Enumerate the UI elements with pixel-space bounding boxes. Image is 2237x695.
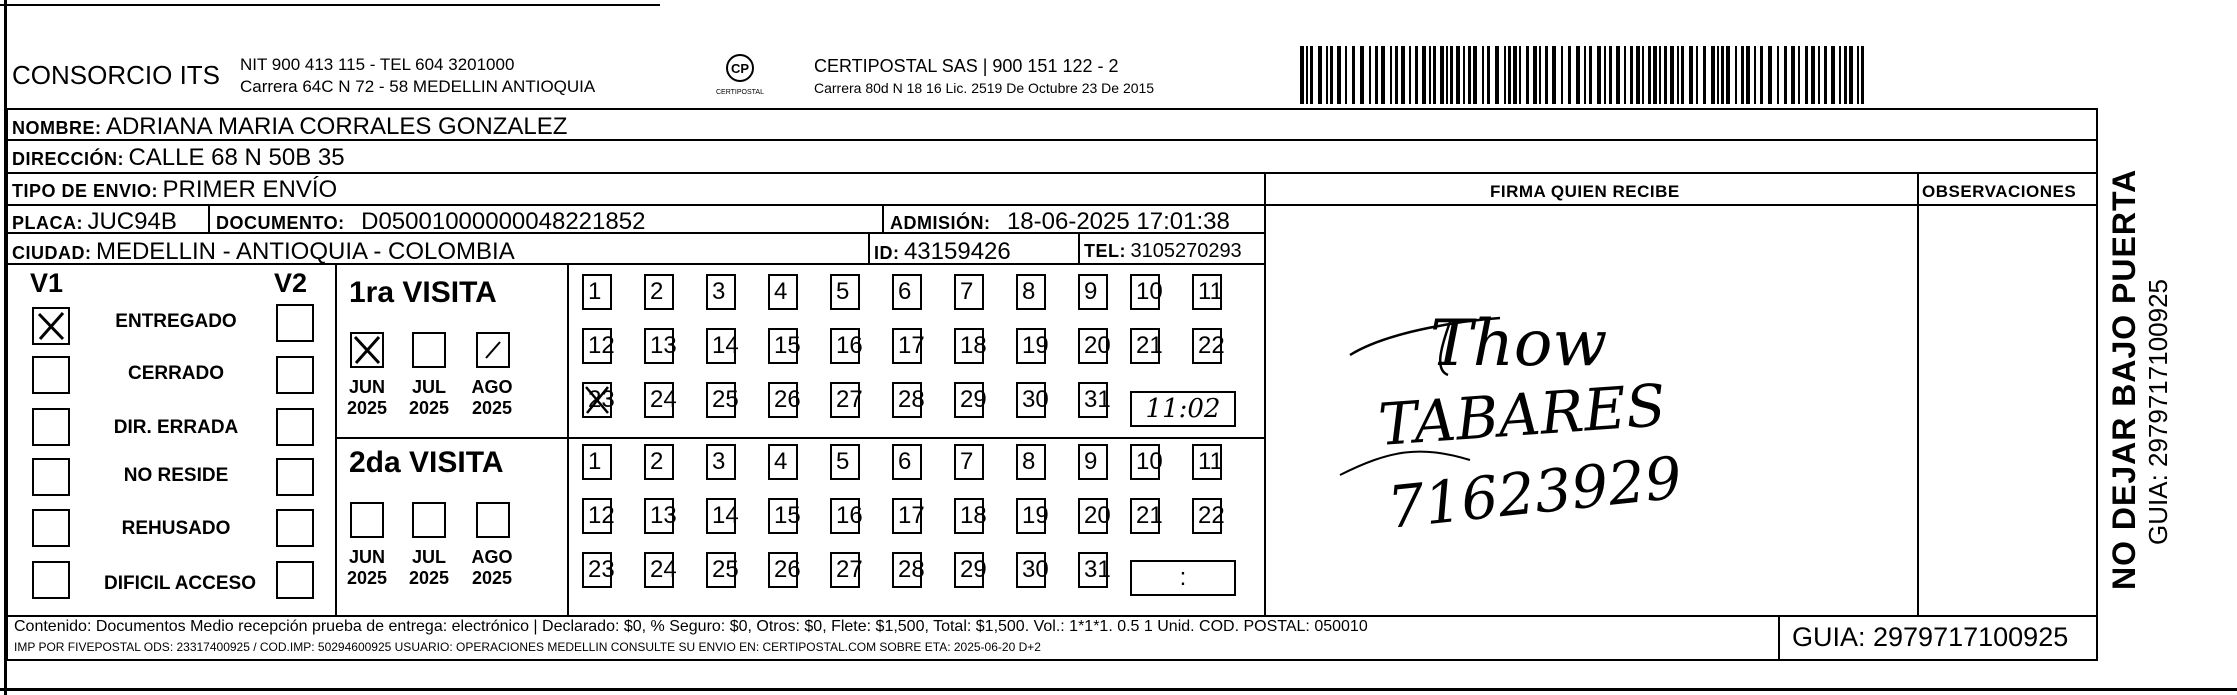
second-visit-day-4[interactable]: 4 [768, 444, 798, 480]
month-label: AGO 2025 [471, 377, 513, 418]
company-nit: NIT 900 413 115 - TEL 604 3201000 [240, 55, 515, 74]
second-visit-day-28[interactable]: 28 [892, 552, 922, 588]
signature-line-2: TABARES [1376, 371, 1668, 459]
first-visit-day-20[interactable]: 20 [1078, 328, 1108, 364]
admision-value: 18-06-2025 17:01:38 [1006, 208, 1230, 235]
first-visit-jul-checkbox[interactable] [412, 332, 446, 368]
first-visit-day-8[interactable]: 8 [1016, 274, 1046, 310]
second-visit-day-25[interactable]: 25 [706, 552, 736, 588]
v1-dificil-acceso-checkbox[interactable] [32, 561, 70, 599]
tipo-label: TIPO DE ENVIO: [12, 181, 159, 201]
v1-dir-errada-checkbox[interactable] [32, 408, 70, 446]
v1-rehusado-checkbox[interactable] [32, 509, 70, 547]
second-visit-day-23[interactable]: 23 [582, 552, 612, 588]
id-value: 43159426 [903, 238, 1011, 265]
placa-label: PLACA: [12, 213, 83, 233]
second-visit-day-13[interactable]: 13 [644, 498, 674, 534]
second-visit-jun-checkbox[interactable] [350, 502, 384, 538]
first-visit-day-23[interactable]: 23 [582, 382, 612, 418]
v2-label: V2 [274, 268, 308, 298]
ciudad-value: MEDELLIN - ANTIOQUIA - COLOMBIA [95, 238, 515, 265]
certipostal-logo [712, 52, 768, 98]
second-visit-day-31[interactable]: 31 [1078, 552, 1108, 588]
second-visit-day-16[interactable]: 16 [830, 498, 860, 534]
footer-guia: GUIA: 2979717100925 [1792, 622, 2069, 652]
v2-dir-errada-checkbox[interactable] [276, 408, 314, 446]
second-visit-time[interactable]: : [1130, 560, 1236, 596]
first-visit-label: 1ra VISITA [349, 276, 497, 309]
first-visit-day-29[interactable]: 29 [954, 382, 984, 418]
first-visit-day-11[interactable]: 11 [1192, 274, 1222, 310]
v2-cerrado-checkbox[interactable] [276, 356, 314, 394]
second-visit-day-18[interactable]: 18 [954, 498, 984, 534]
second-visit-day-17[interactable]: 17 [892, 498, 922, 534]
second-visit-day-20[interactable]: 20 [1078, 498, 1108, 534]
second-visit-day-29[interactable]: 29 [954, 552, 984, 588]
second-visit-day-22[interactable]: 22 [1192, 498, 1222, 534]
v2-rehusado-checkbox[interactable] [276, 509, 314, 547]
first-visit-day-22[interactable]: 22 [1192, 328, 1222, 364]
status-option: DIFICIL ACCESO [103, 573, 256, 594]
first-visit-ago-checkbox[interactable] [476, 332, 510, 368]
second-visit-day-24[interactable]: 24 [644, 552, 674, 588]
status-option: ENTREGADO [115, 311, 237, 332]
first-visit-day-19[interactable]: 19 [1016, 328, 1046, 364]
observaciones-label: OBSERVACIONES [1922, 182, 2077, 201]
second-visit-day-21[interactable]: 21 [1130, 498, 1160, 534]
second-visit-day-8[interactable]: 8 [1016, 444, 1046, 480]
first-visit-day-15[interactable]: 15 [768, 328, 798, 364]
second-visit-day-9[interactable]: 9 [1078, 444, 1108, 480]
admision-label: ADMISIÓN: [890, 213, 991, 233]
first-visit-day-28[interactable]: 28 [892, 382, 922, 418]
side-warning: NO DEJAR BAJO PUERTA [2106, 168, 2142, 590]
first-visit-day-3[interactable]: 3 [706, 274, 736, 310]
second-visit-day-15[interactable]: 15 [768, 498, 798, 534]
courier-address: Carrera 80d N 18 16 Lic. 2519 De Octubre 23 De 2015 [814, 80, 1155, 96]
month-label: AGO 2025 [471, 547, 513, 588]
tipo-value: PRIMER ENVÍO [162, 176, 338, 203]
v1-label: V1 [30, 268, 64, 298]
first-visit-day-31[interactable]: 31 [1078, 382, 1108, 418]
first-visit-day-2[interactable]: 2 [644, 274, 674, 310]
first-visit-day-12[interactable]: 12 [582, 328, 612, 364]
top-rule [0, 4, 660, 6]
v1-entregado-checkbox[interactable] [32, 307, 70, 345]
second-visit-day-5[interactable]: 5 [830, 444, 860, 480]
courier-name: CERTIPOSTAL SAS | 900 151 122 - 2 [814, 56, 1119, 76]
first-visit-day-30[interactable]: 30 [1016, 382, 1046, 418]
status-option: NO RESIDE [123, 465, 229, 486]
second-visit-day-30[interactable]: 30 [1016, 552, 1046, 588]
first-visit-day-14[interactable]: 14 [706, 328, 736, 364]
v2-dificil-acceso-checkbox[interactable] [276, 561, 314, 599]
first-visit-day-16[interactable]: 16 [830, 328, 860, 364]
logo-text: CERTIPOSTAL [716, 89, 764, 96]
v2-entregado-checkbox[interactable] [276, 304, 314, 342]
v1-cerrado-checkbox[interactable] [32, 356, 70, 394]
signature-line-3: 71623929 [1384, 443, 1686, 542]
direccion-value: CALLE 68 N 50B 35 [128, 144, 345, 171]
month-label: JUN 2025 [346, 547, 388, 588]
company-name: CONSORCIO ITS [12, 60, 221, 90]
second-visit-day-3[interactable]: 3 [706, 444, 736, 480]
footer-contenido: Contenido: Documentos Medio recepción prueba de entrega: electrónico | Declarado: $0, % Seguro: $0, Otros: $0, Flete: $1,500, Total: $1,500. Vol.: 1*1*1. 0.5 1 Unid. COD. POSTAL: 050010 [14, 618, 1368, 635]
first-visit-day-4[interactable]: 4 [768, 274, 798, 310]
first-visit-day-13[interactable]: 13 [644, 328, 674, 364]
direccion-label: DIRECCIÓN: [12, 149, 124, 169]
first-visit-day-7[interactable]: 7 [954, 274, 984, 310]
month-label: JUN 2025 [346, 377, 388, 418]
placa-value: JUC94B [87, 208, 177, 235]
first-visit-day-6[interactable]: 6 [892, 274, 922, 310]
first-visit-time[interactable]: 11:02 [1130, 391, 1236, 427]
second-visit-day-1[interactable]: 1 [582, 444, 612, 480]
company-address: Carrera 64C N 72 - 58 MEDELLIN ANTIOQUIA [240, 77, 596, 96]
second-visit-day-12[interactable]: 12 [582, 498, 612, 534]
second-visit-day-11[interactable]: 11 [1192, 444, 1222, 480]
bottom-rule [0, 688, 2237, 691]
side-vertical-text [2106, 140, 2196, 590]
signature-line-1: Thow [1430, 307, 1608, 381]
first-visit-jun-checkbox[interactable] [350, 332, 384, 368]
second-visit-day-27[interactable]: 27 [830, 552, 860, 588]
first-visit-day-27[interactable]: 27 [830, 382, 860, 418]
status-option: REHUSADO [121, 518, 231, 539]
tel-value: 3105270293 [1130, 240, 1242, 262]
first-visit-day-1[interactable]: 1 [582, 274, 612, 310]
side-guia: GUIA: 2979717100925 [2143, 279, 2173, 545]
nombre-value: ADRIANA MARIA CORRALES GONZALEZ [105, 113, 568, 140]
barcode [1300, 46, 1870, 104]
second-visit-day-14[interactable]: 14 [706, 498, 736, 534]
second-visit-label: 2da VISITA [349, 446, 504, 479]
first-visit-day-21[interactable]: 21 [1130, 328, 1160, 364]
v2-no-reside-checkbox[interactable] [276, 458, 314, 496]
v1-no-reside-checkbox[interactable] [32, 458, 70, 496]
documento-value: D05001000000048221852 [361, 208, 646, 235]
first-visit-day-26[interactable]: 26 [768, 382, 798, 418]
second-visit-day-26[interactable]: 26 [768, 552, 798, 588]
second-visit-day-10[interactable]: 10 [1130, 444, 1160, 480]
first-visit-day-9[interactable]: 9 [1078, 274, 1108, 310]
id-label: ID: [874, 243, 900, 263]
second-visit-day-19[interactable]: 19 [1016, 498, 1046, 534]
ciudad-label: CIUDAD: [12, 243, 92, 263]
tel-label: TEL: [1084, 241, 1126, 261]
footer-imp: IMP POR FIVEPOSTAL ODS: 23317400925 / COD.IMP: 50294600925 USUARIO: OPERACIONES MEDELLIN CONSULTE SU ENVIO EN: CERTIPOSTAL.COM SOBRE ETA: 2025-06-20 D+2 [14, 640, 1041, 654]
firma-label: FIRMA QUIEN RECIBE [1490, 182, 1680, 201]
second-visit-day-7[interactable]: 7 [954, 444, 984, 480]
second-visit-ago-checkbox[interactable] [476, 502, 510, 538]
month-label: JUL 2025 [408, 547, 450, 588]
first-visit-day-10[interactable]: 10 [1130, 274, 1160, 310]
first-visit-day-17[interactable]: 17 [892, 328, 922, 364]
first-visit-day-18[interactable]: 18 [954, 328, 984, 364]
status-option: DIR. ERRADA [113, 417, 239, 438]
status-option: CERRADO [127, 363, 225, 384]
first-visit-day-5[interactable]: 5 [830, 274, 860, 310]
documento-label: DOCUMENTO: [216, 213, 345, 233]
nombre-label: NOMBRE: [12, 118, 102, 138]
second-visit-day-6[interactable]: 6 [892, 444, 922, 480]
second-visit-day-2[interactable]: 2 [644, 444, 674, 480]
second-visit-jul-checkbox[interactable] [412, 502, 446, 538]
svg-text:CP: CP [730, 61, 750, 76]
first-visit-day-24[interactable]: 24 [644, 382, 674, 418]
first-visit-day-25[interactable]: 25 [706, 382, 736, 418]
month-label: JUL 2025 [408, 377, 450, 418]
signature [1330, 250, 1830, 550]
